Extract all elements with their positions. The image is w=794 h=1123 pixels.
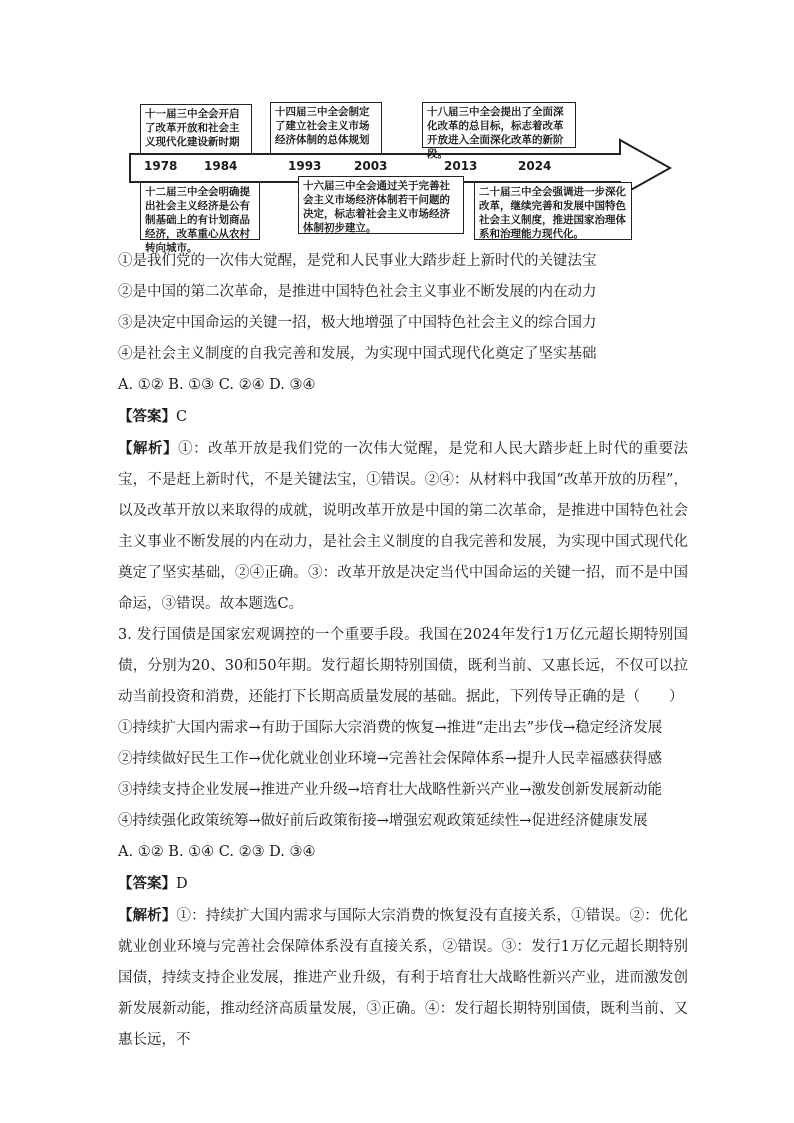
q3-analysis-text: ①：持续扩大国内需求与国际大宗消费的恢复没有直接关系，①错误。②：优化就业创业环境与完善社会保障体系没有直接关系，②错误。③：发行1万亿元超长期特别国债，持续支持企业发展，推进产业升级，有利于培育壮大战略性新兴产业，进而激发创新发展新动能，推动经济高质量发展，③正确。④：发行超长期特别国债，既利当前、又惠长远，不 (118, 908, 689, 1048)
q3-stem: 3. 发行国债是国家宏观调控的一个重要手段。我国在2024年发行1万亿元超长期特别国债，分别为20、30和50年期。发行超长期特别国债，既利当前、又惠长远，不仅可以拉动当前投资和消费，还能打下长期高质量发展的基础。据此，下列传导正确的是（ ） (118, 627, 688, 705)
event-1984 (140, 182, 260, 254)
event-1993-text: 十四届三中全会制定了建立社会主义市场经济体制的总体规划 (275, 106, 370, 146)
event-2024-text: 二十届三中全会强调进一步深化改革，继续完善和发展中国特色社会主义制度，推进国家治理体系和治理能力现代化。 (479, 186, 626, 240)
q3-answer-label: 【答案】 (118, 875, 176, 892)
year-1993: 1993 (288, 159, 322, 173)
question-3 (118, 620, 688, 1056)
event-2013 (422, 102, 576, 160)
q2-answer-value: C (176, 409, 188, 425)
question-2 (118, 246, 688, 620)
page-content (118, 246, 688, 1056)
q3-option-1: ①持续扩大国内需求→有助于国际大宗消费的恢复→推进“走出去”步伐→稳定经济发展 (118, 720, 663, 736)
q2-option-4: ④是社会主义制度的自我完善和发展，为实现中国式现代化奠定了坚实基础 (118, 346, 597, 362)
q3-answer (118, 868, 688, 900)
event-1978 (140, 104, 252, 154)
q2-option-1: ①是我们党的一次伟大觉醒，是党和人民事业大踏步赶上新时代的关键法宝 (118, 253, 597, 269)
q3-option-4: ④持续强化政策统筹→做好前后政策衔接→增强宏观政策延续性→促进经济健康发展 (118, 813, 648, 829)
event-2024 (474, 182, 632, 240)
q2-analysis-label: 【解析】 (118, 440, 179, 457)
q2-analysis-text: ①：改革开放是我们党的一次伟大觉醒，是党和人民大踏步赶上时代的重要法宝，不是赶上新时代，不是关键法宝，①错误。②④：从材料中我国“改革开放的历程”，以及改革开放以来取得的成就，说明改革开放是中国的第二次革命，是推进中国特色社会主义事业不断发展的内在动力，是社会主义制度的自我完善和发展，为实现中国式现代化奠定了坚实基础，②④正确。③：改革开放是决定当代中国命运的关键一招，而不是中国命运，③错误。故本题选C。 (118, 441, 689, 612)
q2-option-3: ③是决定中国命运的关键一招，极大地增强了中国特色社会主义的综合国力 (118, 315, 597, 331)
year-1978: 1978 (144, 159, 178, 173)
q2-option-2: ②是中国的第二次革命，是推进中国特色社会主义事业不断发展的内在动力 (118, 284, 597, 300)
q3-choices: A. ①② B. ①④ C. ②③ D. ③④ (118, 844, 316, 860)
q2-answer-label: 【答案】 (118, 408, 176, 425)
event-2003-text: 十六届三中全会通过关于完善社会主义市场经济体制若干问题的决定，标志着社会主义市场经济体制初步建立。 (303, 180, 450, 234)
year-2013: 2013 (444, 159, 478, 173)
q2-answer (118, 401, 688, 433)
event-1993 (270, 102, 382, 154)
event-1978-text: 十一届三中全会开启了改革开放和社会主义现代化建设新时期 (145, 108, 240, 148)
event-2003 (298, 176, 464, 234)
reform-timeline (120, 96, 680, 254)
event-1984-text: 十二届三中全会明确提出社会主义经济是公有制基础上的有计划商品经济，改革重心从农村转向城市。 (145, 186, 250, 254)
q2-analysis (118, 433, 688, 620)
q2-choices: A. ①② B. ①③ C. ②④ D. ③④ (118, 377, 316, 393)
event-2013-text: 十八届三中全会提出了全面深化改革的总目标，标志着改革开放进入全面深化改革的新阶段。 (427, 106, 564, 160)
q3-answer-value: D (176, 876, 188, 892)
year-2003: 2003 (354, 159, 388, 173)
q3-option-3: ③持续支持企业发展→推进产业升级→培育壮大战略性新兴产业→激发创新发展新动能 (118, 782, 662, 798)
q3-analysis-label: 【解析】 (118, 907, 177, 924)
q3-option-2: ②持续做好民生工作→优化就业创业环境→完善社会保障体系→提升人民幸福感获得感 (118, 751, 662, 767)
q3-analysis (118, 900, 688, 1056)
year-2024: 2024 (518, 159, 552, 173)
year-1984: 1984 (204, 159, 238, 173)
